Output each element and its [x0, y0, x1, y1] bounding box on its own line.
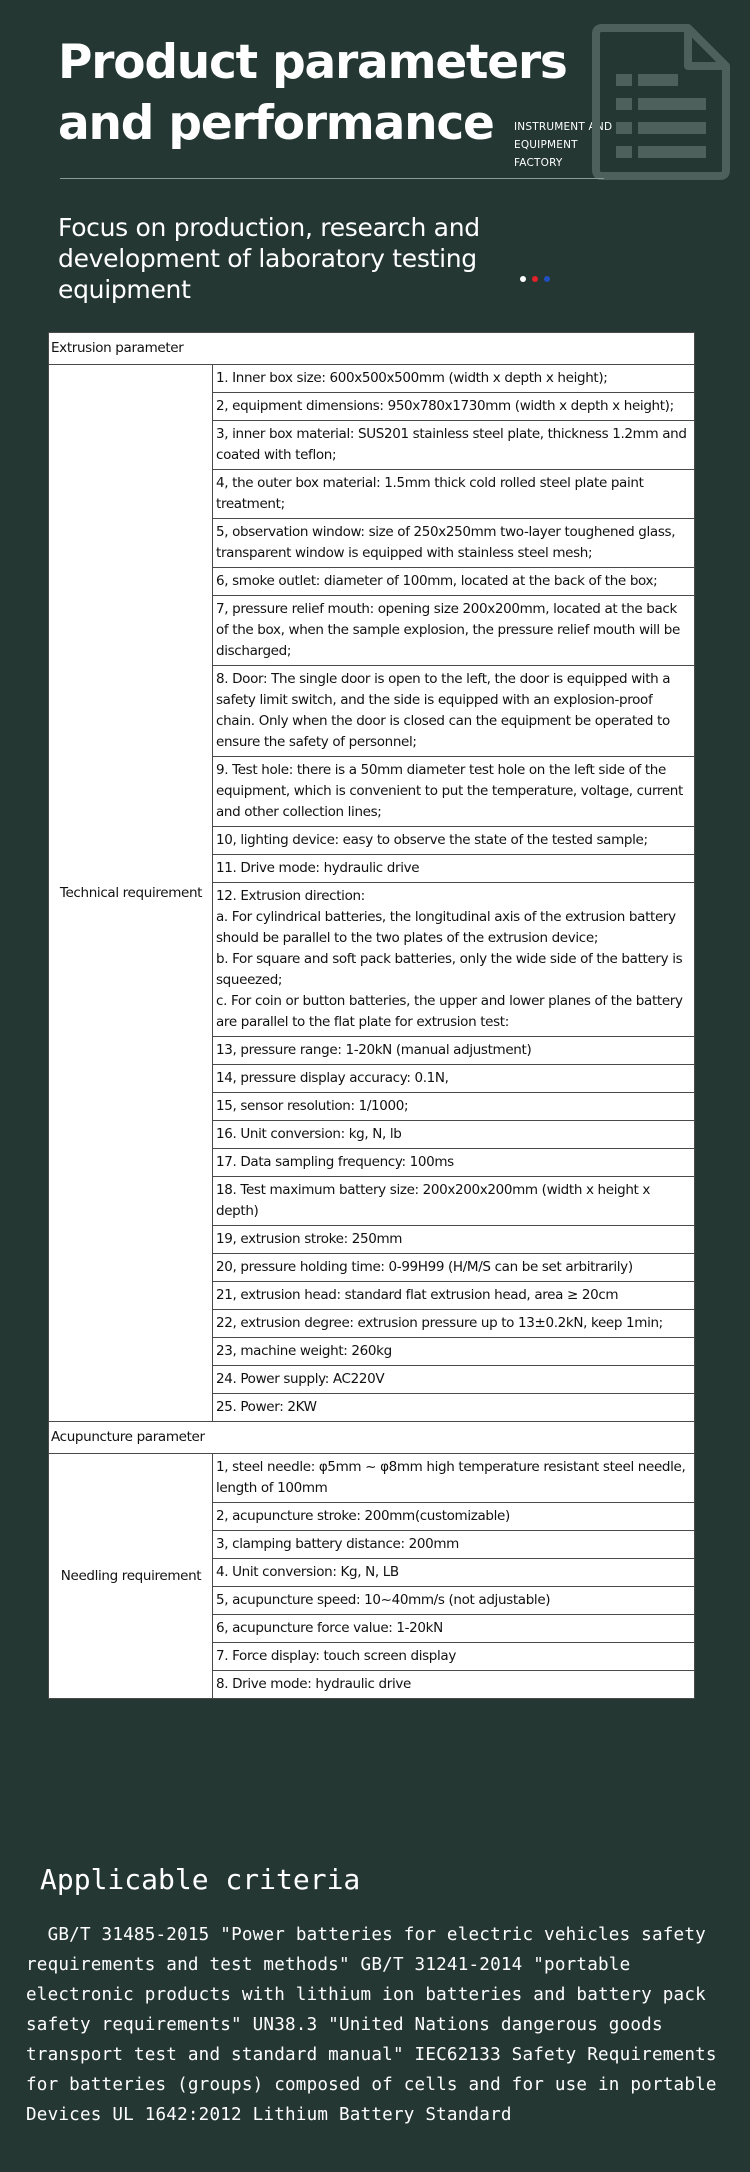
parameter-item: 2, acupuncture stroke: 200mm(customizable): [213, 1503, 695, 1531]
document-icon: [592, 24, 730, 180]
parameter-item: 11. Drive mode: hydraulic drive: [213, 855, 695, 883]
parameter-item: 8. Door: The single door is open to the left, the door is equipped with a safety limit switch, and the side is equipped with an explosion-proof chain. Only when the door is closed can the equipment be operated to ensure the safety of personnel;: [213, 666, 695, 757]
parameter-item: 12. Extrusion direction: a. For cylindrical batteries, the longitudinal axis of the extrusion battery should be parallel to the two plates of the extrusion device; b. For square and soft pack batteries, only the wide side of the battery is squeezed; c. For coin or button batteries, the upper and lower planes of the battery are parallel to the flat plate for extrusion test:: [213, 883, 695, 1037]
parameter-item: 3, inner box material: SUS201 stainless steel plate, thickness 1.2mm and coated with teflon;: [213, 421, 695, 470]
parameter-item: 4, the outer box material: 1.5mm thick cold rolled steel plate paint treatment;: [213, 470, 695, 519]
table-row: [49, 365, 695, 393]
hero-banner: [0, 0, 750, 332]
carousel-dot[interactable]: [532, 276, 538, 282]
tagline-line-3: FACTORY: [514, 157, 563, 169]
table-row: [49, 1454, 695, 1503]
parameter-item: 19, extrusion stroke: 250mm: [213, 1226, 695, 1254]
section-title: Acupuncture parameter: [49, 1422, 695, 1454]
parameter-item: 5, acupuncture speed: 10~40mm/s (not adjustable): [213, 1587, 695, 1615]
parameter-item: 1, steel needle: φ5mm ~ φ8mm high temperature resistant steel needle, length of 100mm: [213, 1454, 695, 1503]
parameter-item: 4. Unit conversion: Kg, N, LB: [213, 1559, 695, 1587]
parameter-item: 1. Inner box size: 600x500x500mm (width x depth x height);: [213, 365, 695, 393]
parameter-item: 10, lighting device: easy to observe the state of the tested sample;: [213, 827, 695, 855]
requirement-label: Needling requirement: [49, 1454, 213, 1699]
parameter-item: 20, pressure holding time: 0-99H99 (H/M/S can be set arbitrarily): [213, 1254, 695, 1282]
parameter-item: 24. Power supply: AC220V: [213, 1366, 695, 1394]
parameter-item: 25. Power: 2KW: [213, 1394, 695, 1422]
title-line-1: Product parameters: [58, 35, 567, 90]
parameter-item: 7. Force display: touch screen display: [213, 1643, 695, 1671]
criteria-title: Applicable criteria: [40, 1863, 361, 1896]
title-line-2: and performance: [58, 96, 494, 151]
parameter-item: 3, clamping battery distance: 200mm: [213, 1531, 695, 1559]
parameter-item: 6, smoke outlet: diameter of 100mm, located at the back of the box;: [213, 568, 695, 596]
parameter-item: 18. Test maximum battery size: 200x200x200mm (width x height x depth): [213, 1177, 695, 1226]
parameter-item: 9. Test hole: there is a 50mm diameter test hole on the left side of the equipment, which is convenient to put the temperature, voltage, current and other collection lines;: [213, 757, 695, 827]
parameter-table: [48, 332, 695, 1699]
parameter-item: 14, pressure display accuracy: 0.1N,: [213, 1065, 695, 1093]
parameter-item: 16. Unit conversion: kg, N, lb: [213, 1121, 695, 1149]
parameter-item: 8. Drive mode: hydraulic drive: [213, 1671, 695, 1699]
parameter-item: 17. Data sampling frequency: 100ms: [213, 1149, 695, 1177]
parameter-item: 5, observation window: size of 250x250mm two-layer toughened glass, transparent window is equipped with stainless steel mesh;: [213, 519, 695, 568]
tagline-line-1: INSTRUMENT AND: [514, 121, 613, 133]
carousel-dot[interactable]: [544, 276, 550, 282]
requirement-label: Technical requirement: [49, 365, 213, 1422]
carousel-dots: [520, 276, 550, 282]
section-header-row: [49, 333, 695, 365]
parameter-item: 21, extrusion head: standard flat extrusion head, area ≥ 20cm: [213, 1282, 695, 1310]
parameter-item: 22, extrusion degree: extrusion pressure up to 13±0.2kN, keep 1min;: [213, 1310, 695, 1338]
parameter-item: 15, sensor resolution: 1/1000;: [213, 1093, 695, 1121]
parameter-item: 23, machine weight: 260kg: [213, 1338, 695, 1366]
section-title: Extrusion parameter: [49, 333, 695, 365]
section-header-row: [49, 1422, 695, 1454]
criteria-text: GB/T 31485-2015 "Power batteries for electric vehicles safety requirements and test methods" GB/T 31241-2014 "portable electronic products with lithium ion batteries and battery pack safety requirements" UN38.3 "United Nations dangerous goods transport test and standard manual" IEC62133 Safety Requirements for batteries (groups) composed of cells and for use in portable Devices UL 1642:2012 Lithium Battery Standard: [26, 1925, 728, 2125]
carousel-dot[interactable]: [520, 276, 526, 282]
tagline-line-2: EQUIPMENT: [514, 139, 578, 151]
parameter-item: 7, pressure relief mouth: opening size 200x200mm, located at the back of the box, when the sample explosion, the pressure relief mouth will be discharged;: [213, 596, 695, 666]
page-subtitle: Focus on production, research and development of laboratory testing equipment: [58, 213, 480, 304]
parameter-item: 13, pressure range: 1-20kN (manual adjustment): [213, 1037, 695, 1065]
title-divider: [60, 178, 604, 179]
parameter-item: 6, acupuncture force value: 1-20kN: [213, 1615, 695, 1643]
page-title: [58, 32, 567, 154]
parameter-item: 2, equipment dimensions: 950x780x1730mm (width x depth x height);: [213, 393, 695, 421]
